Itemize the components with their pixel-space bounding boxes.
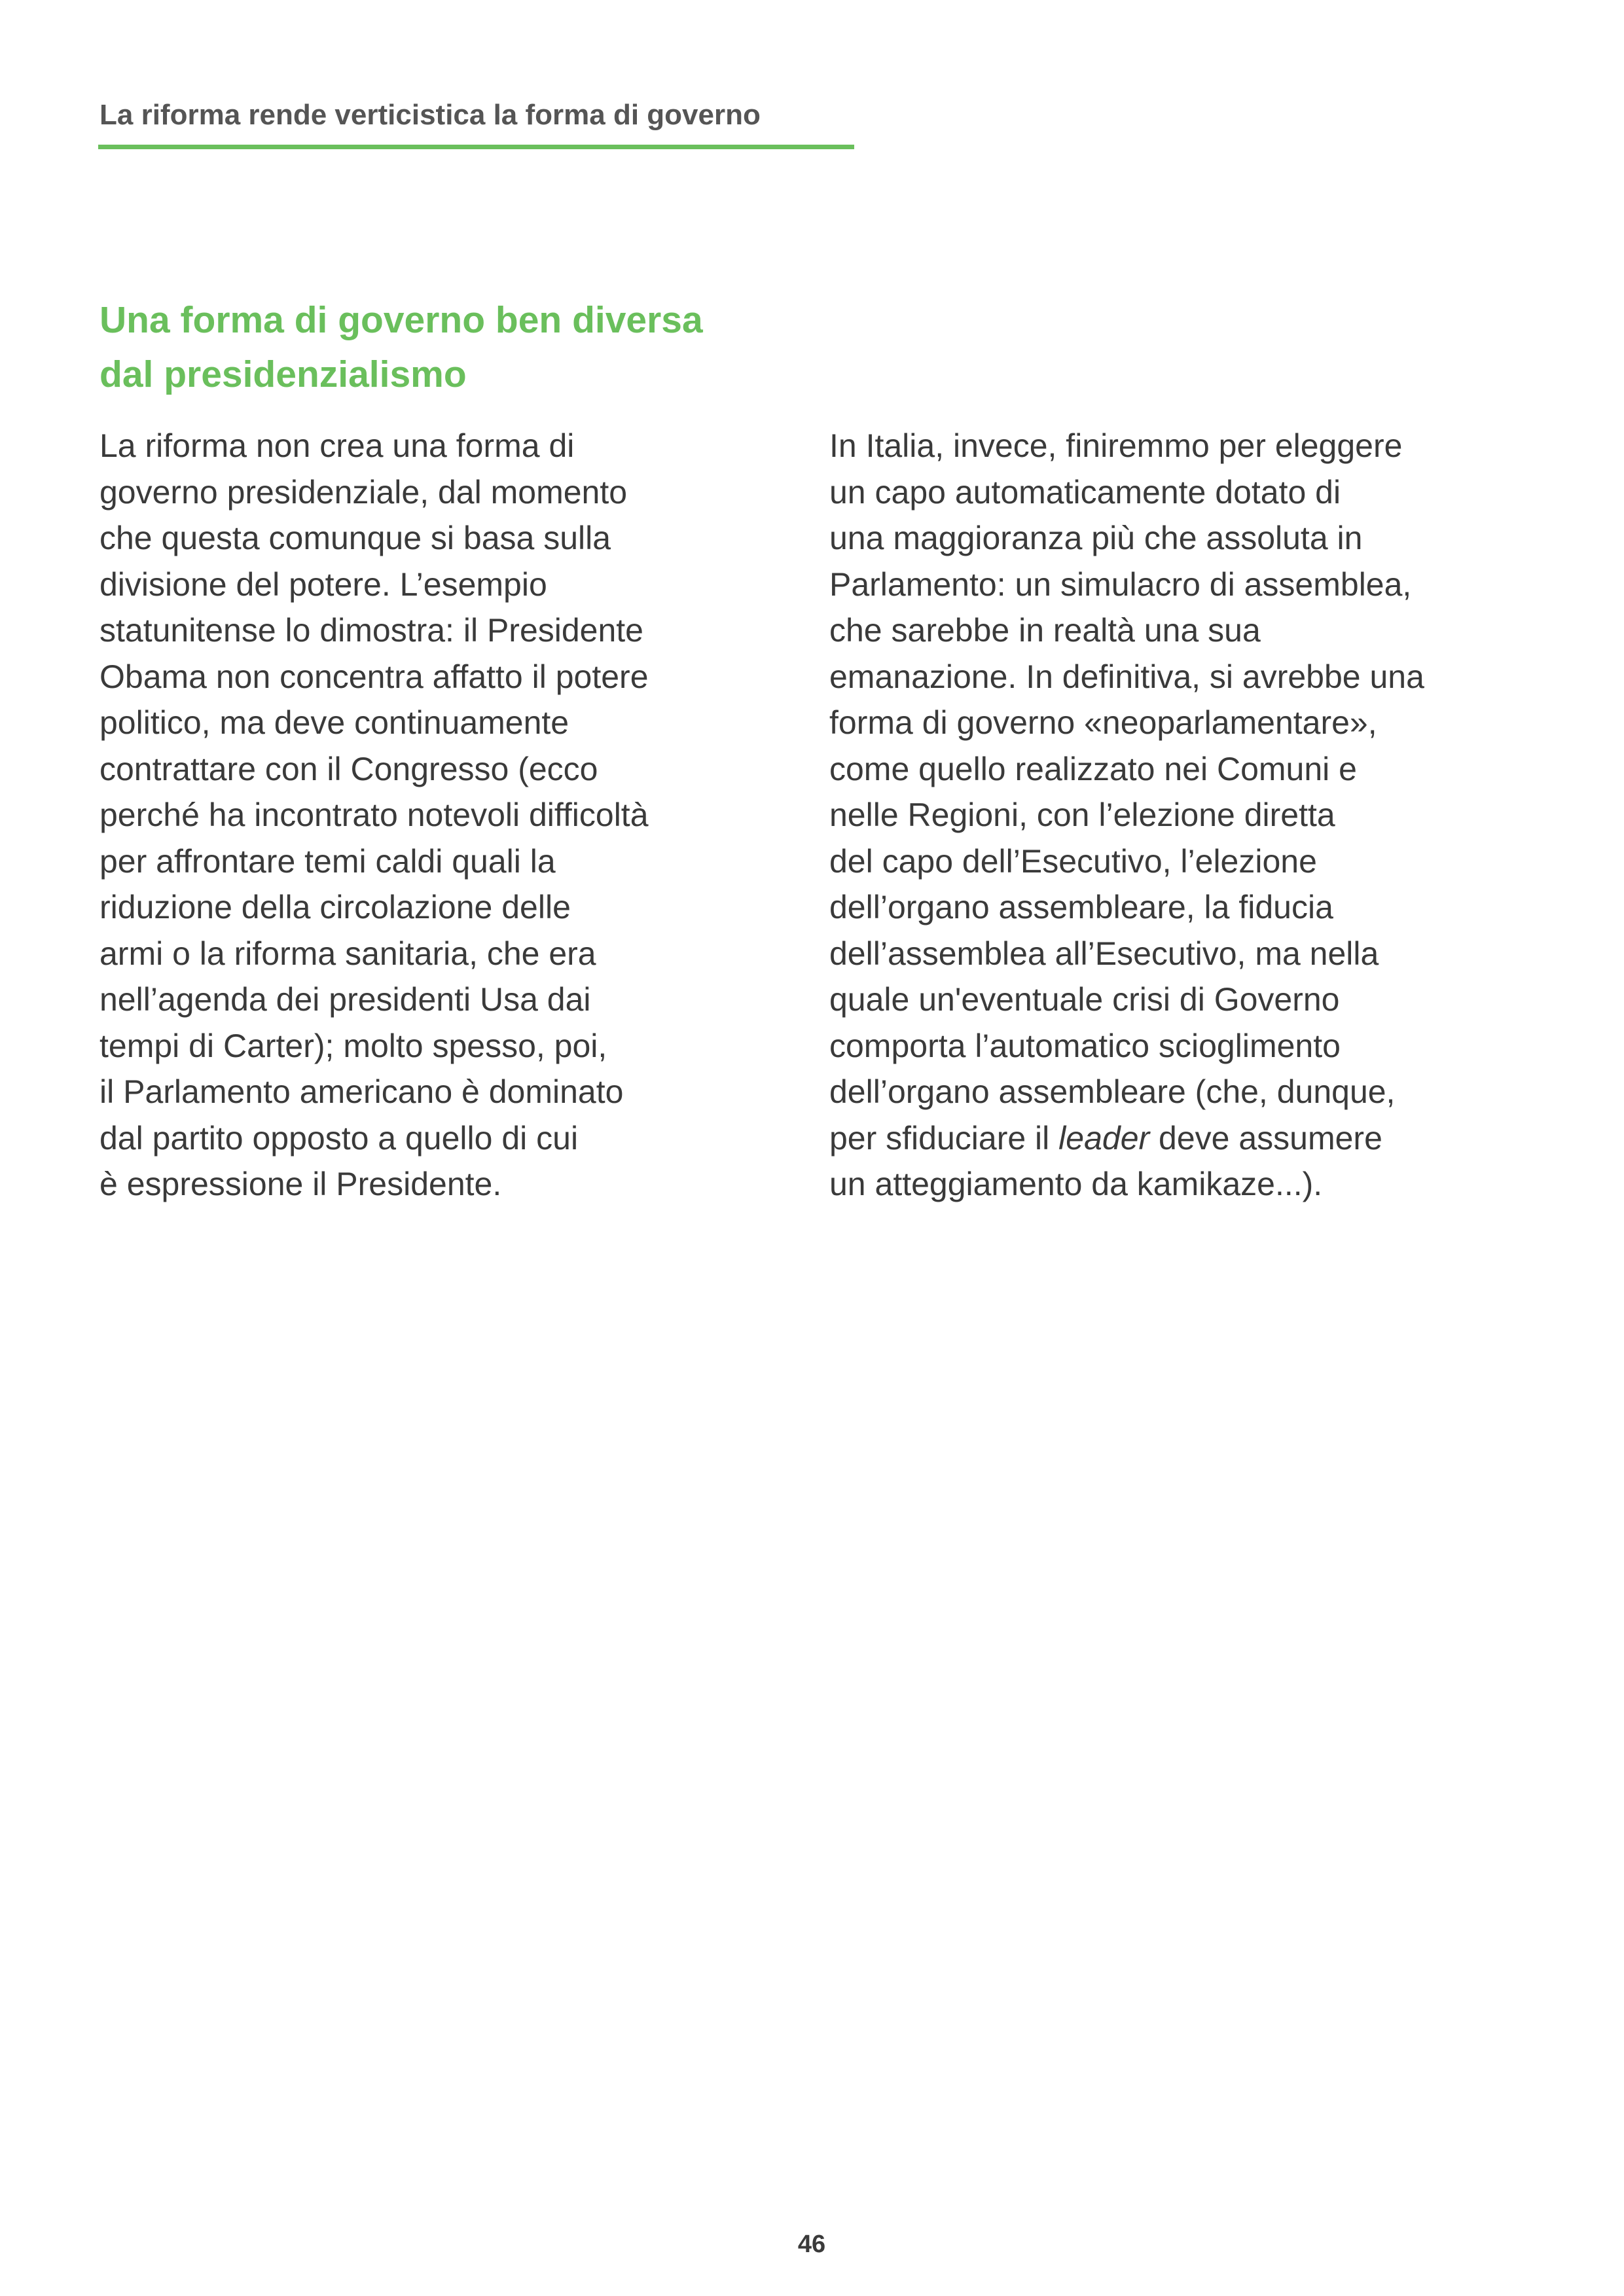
text-line-with-italic (829, 1115, 1424, 1162)
text-line: In Italia, invece, finiremmo per eleggere (829, 427, 1403, 464)
text-line: Obama non concentra affatto il potere (99, 658, 649, 695)
running-header: La riforma rende verticistica la forma di governo (99, 99, 761, 131)
text-line: riduzione della circolazione delle (99, 889, 571, 925)
text-line: per affrontare temi caldi quali la (99, 842, 556, 880)
text-line: nell’agenda dei presidenti Usa dai (99, 981, 591, 1018)
text-line: tempi di Carter); molto spesso, poi, (99, 1027, 607, 1064)
text-line: dell’organo assembleare (che, dunque, (829, 1073, 1396, 1110)
page-number: 46 (797, 2231, 826, 2258)
section-heading-line: dal presidenzialismo (99, 353, 467, 395)
text-line: contrattare con il Congresso (ecco (99, 750, 598, 787)
text-line: come quello realizzato nei Comuni e (829, 750, 1357, 787)
section-heading (99, 293, 703, 402)
section-heading-line: Una forma di governo ben diversa (99, 299, 703, 341)
text-line: dell’assemblea all’Esecutivo, ma nella (829, 935, 1379, 972)
text-line: emanazione. In definitiva, si avrebbe una (829, 658, 1424, 695)
text-line: dal partito opposto a quello di cui (99, 1119, 579, 1157)
text-line: dell’organo assembleare, la fiducia (829, 889, 1333, 925)
text-line: governo presidenziale, dal momento (99, 473, 628, 511)
text-line: quale un'eventuale crisi di Governo (829, 981, 1340, 1018)
text-line: La riforma non crea una forma di (99, 427, 575, 464)
text-run: per sfiduciare il (829, 1119, 1059, 1157)
text-line: politico, ma deve continuamente (99, 704, 569, 741)
header-rule (98, 145, 854, 149)
body-column-right (829, 423, 1424, 1208)
text-line: nelle Regioni, con l’elezione diretta (829, 797, 1335, 833)
text-line: un atteggiamento da kamikaze...). (829, 1166, 1323, 1202)
text-line: che questa comunque si basa sulla (99, 520, 611, 556)
text-line: un capo automaticamente dotato di (829, 473, 1341, 511)
text-line: statunitense lo dimostra: il Presidente (99, 612, 643, 649)
text-line: è espressione il Presidente. (99, 1166, 502, 1202)
text-line: che sarebbe in realtà una sua (829, 612, 1261, 649)
text-line: del capo dell’Esecutivo, l’elezione (829, 842, 1317, 880)
text-line: il Parlamento americano è dominato (99, 1073, 624, 1110)
text-line: comporta l’automatico scioglimento (829, 1027, 1341, 1064)
text-line: una maggioranza più che assoluta in (829, 520, 1363, 556)
text-line: perché ha incontrato notevoli difficoltà (99, 797, 649, 833)
body-column-left (99, 423, 649, 1208)
text-line: forma di governo «neoparlamentare», (829, 704, 1377, 741)
text-line: armi o la riforma sanitaria, che era (99, 935, 596, 972)
text-line: divisione del potere. L’esempio (99, 565, 547, 603)
italic-term: leader (1058, 1119, 1150, 1157)
text-line: Parlamento: un simulacro di assemblea, (829, 565, 1412, 603)
text-run: deve assumere (1149, 1119, 1382, 1157)
